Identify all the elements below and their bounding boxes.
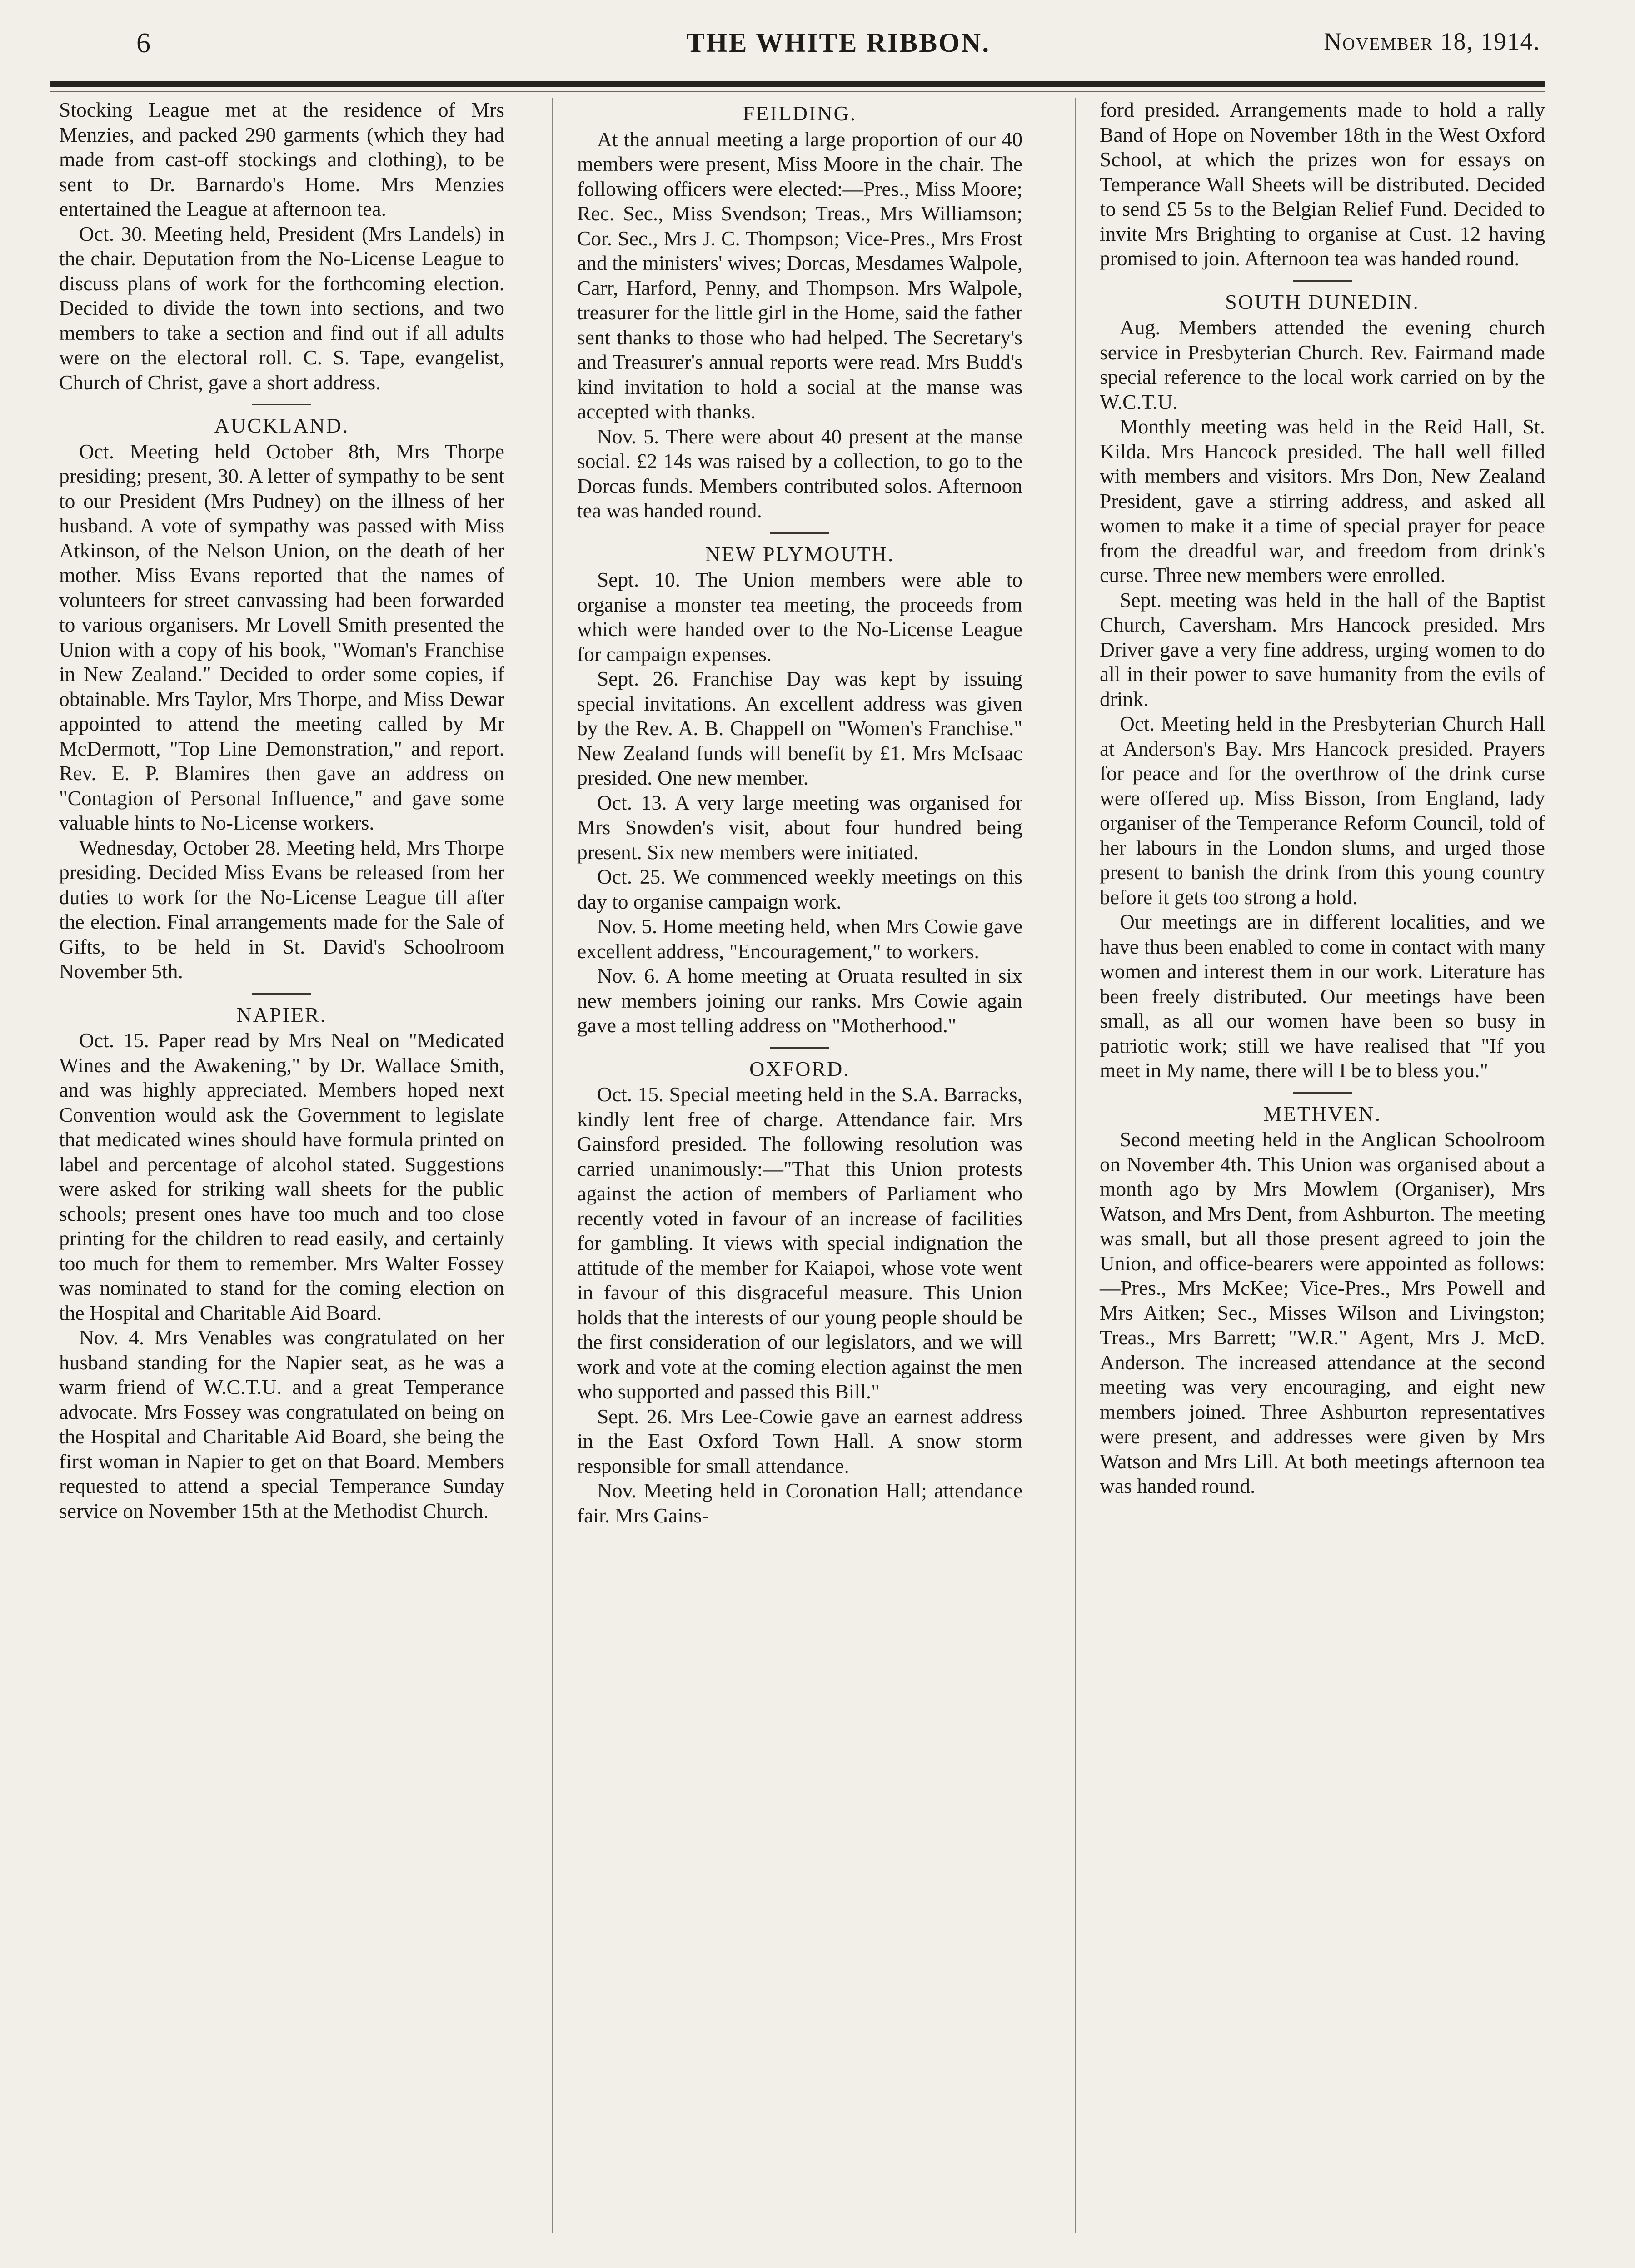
paragraph: Oct. 15. Paper read by Mrs Neal on "Medicated Wines and the Awakening," by Dr. Wallace Smith, and was highly appreciated. Members hoped next Convention would ask the Government to legislate that medicated wines should have formula printed on label and percentage of alcohol stated. Suggestions were asked for striking wall sheets for the public schools; present ones have too much and too close printing for the children to read easily, and certainly too much for them to remember. Mrs Walter Fossey was nominated to stand for the coming election on the Hospital and Charitable Aid Board. — [59, 1029, 504, 1324]
paragraph: Nov. 5. Home meeting held, when Mrs Cowie gave excellent address, "Encouragement," to workers. — [577, 915, 1022, 963]
paper-title: THE WHITE RIBBON. — [686, 28, 991, 58]
column-divider — [1075, 98, 1076, 2233]
section-separator — [252, 404, 311, 405]
section-separator — [770, 532, 829, 534]
paragraph: ford presided. Arrangements made to hold a rally Band of Hope on November 18th in the West Oxford School, at which the prizes won for essays on Temperance Wall Sheets will be distributed. Decided to send £5 5s to the Belgian Relief Fund. Decided to invite Mrs Brighting to organise at Cust. 12 having promised to join. Afternoon tea was handed round. — [1100, 98, 1545, 270]
paragraph: Nov. Meeting held in Coronation Hall; attendance fair. Mrs Gains- — [577, 1479, 1022, 1527]
column-2 — [577, 98, 1022, 1528]
column-1 — [59, 98, 504, 1523]
paragraph: Sept. meeting was held in the hall of the Baptist Church, Caversham. Mrs Hancock presided. Mrs Driver gave a very fine address, urging women to do all in their power to save humanity from the evils of drink. — [1100, 588, 1545, 711]
column-3 — [1100, 98, 1545, 1499]
paragraph: Sept. 26. Mrs Lee-Cowie gave an earnest address in the East Oxford Town Hall. A snow storm responsible for small attendance. — [577, 1404, 1022, 1477]
section-heading-methven: METHVEN. — [1263, 1102, 1382, 1125]
section-separator — [1293, 1092, 1352, 1094]
paragraph: Stocking League met at the residence of Mrs Menzies, and packed 290 garments (which they had made from cast-off stockings and clothing), to be sent to Dr. Barnardo's Home. Mrs Menzies entertained the League at afternoon tea. — [59, 98, 504, 220]
section-heading-new-plymouth: NEW PLYMOUTH. — [705, 542, 895, 566]
paragraph: Oct. 25. We commenced weekly meetings on this day to organise campaign work. — [577, 865, 1022, 913]
paragraph: Our meetings are in different localities, and we have thus been enabled to come in contact with many women and interest them in our work. Literature has been freely distributed. Our meetings have been small, as all our women have been so busy in patriotic work; still we have realised that "If you meet in My name, there will I be to bless you." — [1100, 910, 1545, 1082]
paragraph: Second meeting held in the Anglican Schoolroom on November 4th. This Union was organised about a month ago by Mrs Mowlem (Organiser), Mrs Watson, and Mrs Dent, from Ashburton. The meeting was small, but all those present agreed to join the Union, and office-bearers were appointed as follows:—Pres., Mrs McKee; Vice-Pres., Mrs Powell and Mrs Aitken; Sec., Misses Wilson and Livingston; Treas., Mrs Barrett; "W.R." Agent, Mrs J. McD. Anderson. The increased attendance at the second meeting was very encouraging, and eight new members joined. Three Ashburton representatives were present, and addresses were given by Mrs Watson and Mrs Lill. At both meetings afternoon tea was handed round. — [1100, 1128, 1545, 1497]
paragraph: Nov. 5. There were about 40 present at the manse social. £2 14s was raised by a collection, to go to the Dorcas funds. Members contributed solos. Afternoon tea was handed round. — [577, 424, 1022, 522]
paragraph: Monthly meeting was held in the Reid Hall, St. Kilda. Mrs Hancock presided. The hall well filled with members and visitors. Mrs Don, New Zealand President, gave a stirring address, and asked all women to make it a time of special prayer for peace from the dreadful war, and freedom from drink's curse. Three new members were enrolled. — [1100, 415, 1545, 587]
paragraph: Oct. 13. A very large meeting was organised for Mrs Snowden's visit, about four hundred being present. Six new members were initiated. — [577, 791, 1022, 864]
paragraph: Wednesday, October 28. Meeting held, Mrs Thorpe presiding. Decided Miss Evans be released from her duties to work for the No-License League till after the election. Final arrangements made for the Sale of Gifts, to be held in St. David's Schoolroom November 5th. — [59, 836, 504, 983]
paragraph: Nov. 6. A home meeting at Oruata resulted in six new members joining our ranks. Mrs Cowie again gave a most telling address on "Motherhood." — [577, 964, 1022, 1037]
paragraph: Sept. 26. Franchise Day was kept by issuing special invitations. An excellent address was given by the Rev. A. B. Chappell on "Women's Franchise." New Zealand funds will benefit by £1. Mrs McIsaac presided. One new member. — [577, 667, 1022, 789]
section-separator — [1293, 280, 1352, 282]
paragraph: Oct. Meeting held October 8th, Mrs Thorpe presiding; present, 30. A letter of sympathy to be sent to our President (Mrs Pudney) on the illness of her husband. A vote of sympathy was passed with Miss Atkinson, of the Nelson Union, on the death of her mother. Miss Evans reported that the names of volunteers for street canvassing had been forwarded to various organisers. Mr Lovell Smith presented the Union with a copy of his book, "Woman's Franchise in New Zealand." Decided to order some copies, if obtainable. Mrs Taylor, Mrs Thorpe, and Miss Dewar appointed to attend the meeting called by Mr McDermott, "Top Line Demonstration," and report. Rev. E. P. Blamires then gave an address on "Contagion of Personal Influence," and gave some valuable hints to No-License workers. — [59, 439, 504, 834]
issue-date: November 18, 1914. — [1324, 28, 1540, 55]
section-heading-south-dunedin: SOUTH DUNEDIN. — [1225, 290, 1420, 313]
header-rule — [50, 81, 1545, 87]
section-heading-napier: NAPIER. — [236, 1003, 327, 1026]
paragraph: Oct. 30. Meeting held, President (Mrs Landels) in the chair. Deputation from the No-License League to discuss plans of work for the forthcoming election. Decided to divide the town into sections, and two members to take a section and find out if all adults were on the electoral roll. C. S. Tape, evangelist, Church of Christ, gave a short address. — [59, 222, 504, 394]
paragraph: Oct. Meeting held in the Presbyterian Church Hall at Anderson's Bay. Mrs Hancock presided. Prayers for peace and for the overthrow of the drink curse were offered up. Miss Bisson, from England, lady organiser of the Temperance Reform Council, told of her labours in the London slums, and urged those present to banish the drink from this young country before it gets too strong a hold. — [1100, 712, 1545, 909]
section-heading-feilding: FEILDING. — [743, 102, 857, 125]
paragraph: Oct. 15. Special meeting held in the S.A. Barracks, kindly lent free of charge. Attendance fair. Mrs Gainsford presided. The following resolution was carried unanimously:—"That this Union protests against the action of members of Parliament who recently voted in favour of an increase of facilities for gambling. It views with special indignation the attitude of the member for Kaiapoi, whose vote went in favour of this disgraceful measure. This Union holds that the interests of our young people should be the first consideration of our legislators, and we will work and vote at the coming election against the men who supported and passed this Bill." — [577, 1083, 1022, 1403]
section-separator — [252, 993, 311, 995]
section-separator — [770, 1047, 829, 1049]
column-divider — [552, 98, 553, 2233]
paragraph: Aug. Members attended the evening church service in Presbyterian Church. Rev. Fairmand made special reference to the local work carried on by the W.C.T.U. — [1100, 316, 1545, 413]
header-rule-thin — [50, 91, 1545, 92]
page-number: 6 — [136, 28, 150, 59]
section-heading-oxford: OXFORD. — [749, 1057, 850, 1080]
section-heading-auckland: AUCKLAND. — [214, 414, 349, 437]
paragraph: At the annual meeting a large proportion of our 40 members were present, Miss Moore in the chair. The following officers were elected:—Pres., Miss Moore; Rec. Sec., Miss Svendson; Treas., Mrs Williamson; Cor. Sec., Mrs J. C. Thompson; Vice-Pres., Mrs Frost and the ministers' wives; Dorcas, Mesdames Walpole, Carr, Harford, Penny, and Thompson. Mrs Walpole, treasurer for the little girl in the Home, said the father sent thanks to those who had helped. The Secretary's and Treasurer's annual reports were read. Mrs Budd's kind invitation to hold a social at the manse was accepted with thanks. — [577, 127, 1022, 423]
masthead — [136, 27, 1540, 82]
paragraph: Nov. 4. Mrs Venables was congratulated on her husband standing for the Napier seat, as he was a warm friend of W.C.T.U. and a great Temperance advocate. Mrs Fossey was congratulated on being on the Hospital and Charitable Aid Board, she being the first woman in Napier to get on that Board. Members requested to attend a special Temperance Sunday service on November 15th at the Methodist Church. — [59, 1326, 504, 1522]
paragraph: Sept. 10. The Union members were able to organise a monster tea meeting, the proceeds from which were handed over to the No-License League for campaign expenses. — [577, 568, 1022, 666]
